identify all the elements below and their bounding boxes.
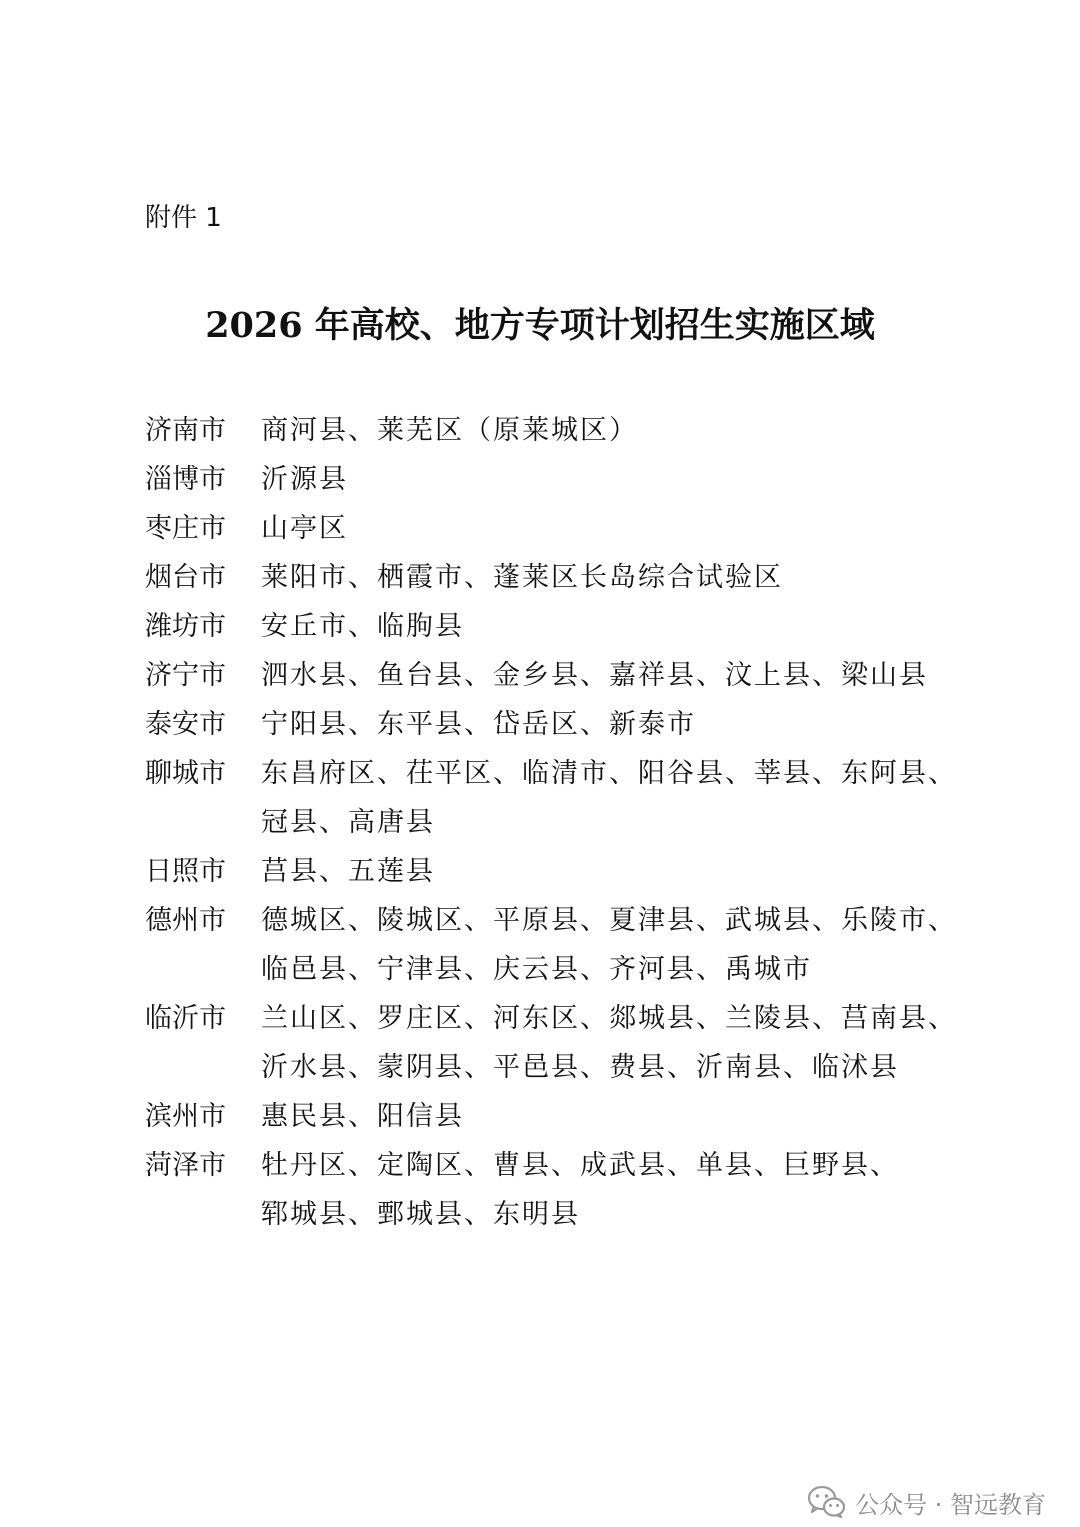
county-line: 安丘市、临朐县	[261, 611, 464, 642]
city-name: 聊城市	[145, 758, 226, 789]
region-row	[145, 602, 945, 651]
region-row	[145, 651, 945, 700]
city-name: 临沂市	[145, 1003, 226, 1034]
city-name: 潍坊市	[145, 611, 226, 642]
document-title: 2026 年高校、地方专项计划招生实施区域	[205, 305, 875, 346]
county-line: 山亭区	[261, 513, 348, 544]
county-list	[261, 406, 945, 455]
county-line: 莱阳市、栖霞市、蓬莱区长岛综合试验区	[261, 562, 783, 593]
county-line: 牡丹区、定陶区、曹县、成武县、单县、巨野县、	[261, 1150, 899, 1181]
county-line: 莒县、五莲县	[261, 856, 435, 887]
county-list	[261, 455, 945, 504]
city-name: 济宁市	[145, 660, 226, 691]
county-list	[261, 847, 945, 896]
city-name: 枣庄市	[145, 513, 226, 544]
county-line: 德城区、陵城区、平原县、夏津县、武城县、乐陵市、	[261, 905, 957, 936]
county-line: 沂源县	[261, 464, 348, 495]
region-row	[145, 455, 945, 504]
county-line: 郓城县、鄄城县、东明县	[261, 1199, 580, 1230]
county-list	[261, 994, 957, 1092]
city-name: 泰安市	[145, 709, 226, 740]
region-row	[145, 749, 957, 847]
region-row	[145, 896, 957, 994]
region-list	[145, 406, 957, 1239]
city-name: 菏泽市	[145, 1150, 226, 1181]
wechat-icon	[807, 1485, 847, 1519]
county-line: 惠民县、阳信县	[261, 1101, 464, 1132]
county-list	[261, 651, 945, 700]
county-line: 泗水县、鱼台县、金乡县、嘉祥县、汶上县、梁山县	[261, 660, 928, 691]
county-line: 宁阳县、东平县、岱岳区、新泰市	[261, 709, 696, 740]
county-line: 冠县、高唐县	[261, 807, 435, 838]
region-row	[145, 504, 945, 553]
county-list	[261, 602, 945, 651]
city-name: 烟台市	[145, 562, 226, 593]
region-row	[145, 553, 945, 602]
region-row	[145, 847, 945, 896]
watermark	[807, 1480, 1046, 1524]
region-row	[145, 994, 957, 1092]
county-list	[261, 1141, 945, 1239]
attachment-label: 附件 1	[145, 203, 222, 233]
region-row	[145, 700, 945, 749]
watermark-text: 公众号 · 智远教育	[855, 1490, 1046, 1519]
region-row	[145, 1141, 945, 1239]
county-line: 商河县、莱芜区（原莱城区）	[261, 415, 638, 446]
county-line: 临邑县、宁津县、庆云县、齐河县、禹城市	[261, 954, 812, 985]
county-list	[261, 700, 945, 749]
county-list	[261, 749, 957, 847]
county-line: 兰山区、罗庄区、河东区、郯城县、兰陵县、莒南县、	[261, 1003, 957, 1034]
city-name: 德州市	[145, 905, 226, 936]
county-line: 东昌府区、茌平区、临清市、阳谷县、莘县、东阿县、	[261, 758, 957, 789]
county-list	[261, 553, 945, 602]
region-row	[145, 1092, 945, 1141]
city-name: 淄博市	[145, 464, 226, 495]
city-name: 日照市	[145, 856, 226, 887]
county-list	[261, 504, 945, 553]
county-list	[261, 896, 957, 994]
county-line: 沂水县、蒙阴县、平邑县、费县、沂南县、临沭县	[261, 1052, 899, 1083]
region-row	[145, 406, 945, 455]
county-list	[261, 1092, 945, 1141]
city-name: 济南市	[145, 415, 226, 446]
city-name: 滨州市	[145, 1101, 226, 1132]
